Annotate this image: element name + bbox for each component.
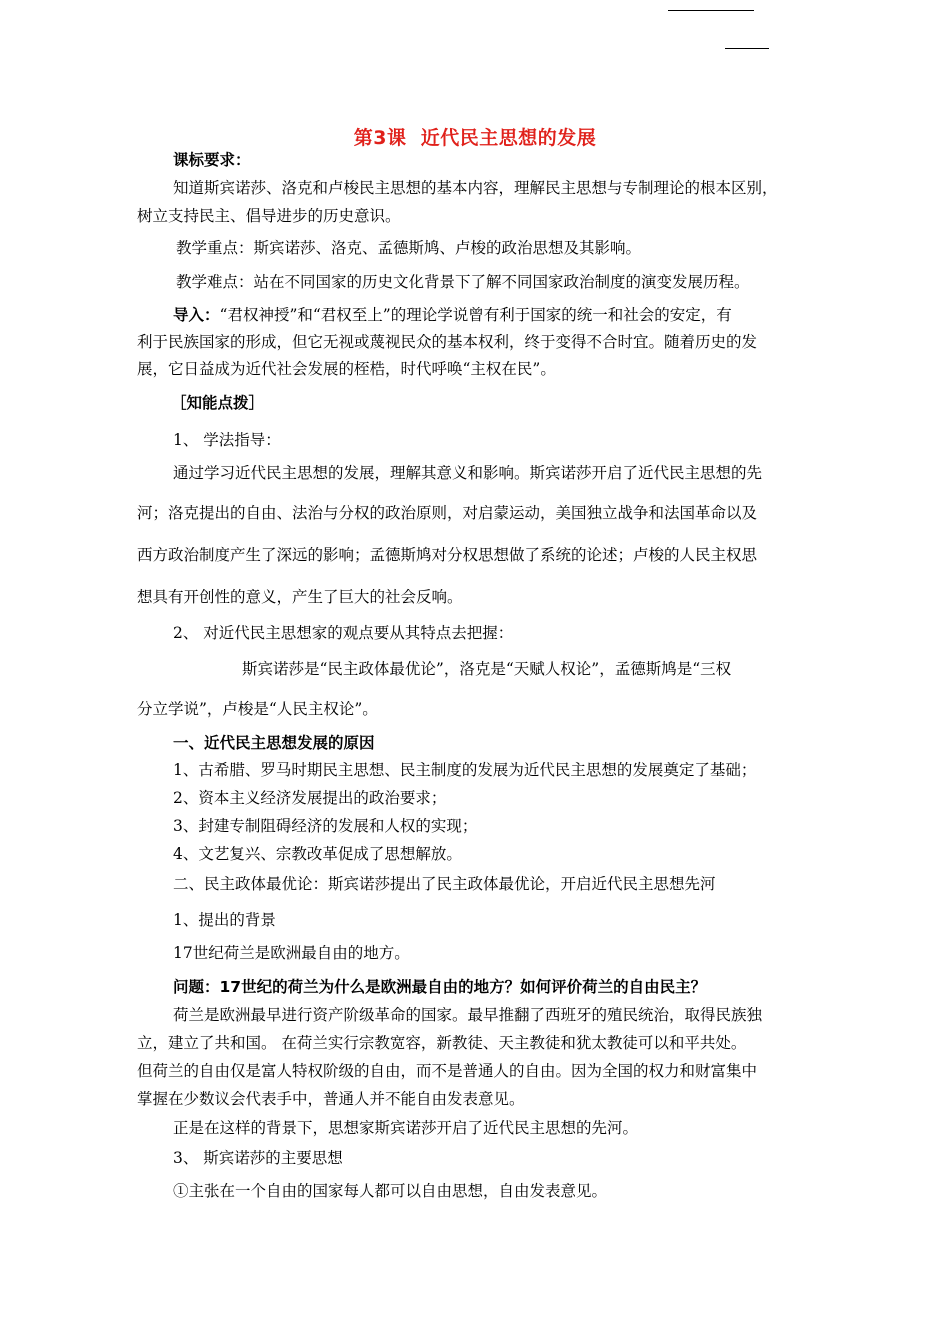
curriculum-line: 知道斯宾诺莎、洛克和卢梭民主思想的基本内容，理解民主思想与专制理论的根本区别， — [173, 179, 778, 197]
intro-label: 导入： — [173, 306, 220, 324]
difficulties: 教学难点：站在不同国家的历史文化背景下了解不同国家政治制度的演变发展历程。 — [176, 273, 750, 291]
knowledge-text: 河；洛克提出的自由、法治与分权的政治原则，对启蒙运动，美国独立战争和法国革命以及 — [137, 504, 758, 522]
header-rule-top — [668, 10, 754, 11]
answer-line: 立，建立了共和国。 在荷兰实行宗教宽容，新教徒、天主教徒和犹太教徒可以和平共处。 — [137, 1034, 747, 1052]
section2-subheading: 3、 斯宾诺莎的主要思想 — [173, 1149, 343, 1167]
knowledge-item-title: 1、 学法指导： — [173, 431, 281, 449]
list-item: 1、古希腊、罗马时期民主思想、民主制度的发展为近代民主思想的发展奠定了基础； — [173, 761, 757, 779]
point-item: ①主张在一个自由的国家每人都可以自由思想，自由发表意见。 — [173, 1182, 608, 1200]
intro-line: 展，它日益成为近代社会发展的桎梏，时代呼唤“主权在民”。 — [137, 360, 556, 378]
curriculum-heading: 课标要求： — [173, 151, 251, 169]
section2-text: 17世纪荷兰是欧洲最自由的地方。 — [173, 944, 410, 962]
list-item: 4、文艺复兴、宗教改革促成了思想解放。 — [173, 845, 462, 863]
key-points: 教学重点：斯宾诺莎、洛克、孟德斯鸠、卢梭的政治思想及其影响。 — [176, 239, 642, 257]
curriculum-line: 树立支持民主、倡导进步的历史意识。 — [137, 207, 401, 225]
knowledge-text: 西方政治制度产生了深远的影响；孟德斯鸠对分权思想做了系统的论述；卢梭的人民主权思 — [137, 546, 758, 564]
intro-line: 利于民族国家的形成，但它无视或蔑视民众的基本权利，终于变得不合时宜。随着历史的发 — [137, 333, 758, 351]
page-title: 第3课 近代民主思想的发展 — [353, 127, 597, 149]
knowledge-text: 分立学说”，卢梭是“人民主权论”。 — [137, 700, 378, 718]
knowledge-text: 想具有开创性的意义，产生了巨大的社会反响。 — [137, 588, 463, 606]
knowledge-text: 斯宾诺莎是“民主政体最优论”，洛克是“天赋人权论”，孟德斯鸠是“三权 — [242, 660, 732, 678]
intro-line — [173, 305, 732, 325]
section1-heading: 一、近代民主思想发展的原因 — [173, 734, 375, 752]
knowledge-item-title: 2、 对近代民主思想家的观点要从其特点去把握： — [173, 624, 514, 642]
question: 问题：17世纪的荷兰为什么是欧洲最自由的地方？如何评价荷兰的自由民主？ — [173, 978, 707, 996]
conclusion: 正是在这样的背景下，思想家斯宾诺莎开启了近代民主思想的先河。 — [173, 1119, 639, 1137]
list-item: 3、封建专制阻碍经济的发展和人权的实现； — [173, 817, 478, 835]
answer-line: 荷兰是欧洲最早进行资产阶级革命的国家。最早推翻了西班牙的殖民统治，取得民族独 — [173, 1006, 763, 1024]
answer-line: 但荷兰的自由仅是富人特权阶级的自由，而不是普通人的自由。因为全国的权力和财富集中 — [137, 1062, 758, 1080]
knowledge-text: 通过学习近代民主思想的发展，理解其意义和影响。斯宾诺莎开启了近代民主思想的先 — [173, 464, 763, 482]
knowledge-heading: ［知能点拨］ — [171, 394, 265, 412]
header-rule-bottom — [725, 48, 769, 49]
intro-text: “君权神授”和“君权至上”的理论学说曾有利于国家的统一和社会的安定，有 — [219, 306, 732, 324]
section2-heading: 二、民主政体最优论：斯宾诺莎提出了民主政体最优论，开启近代民主思想先河 — [173, 875, 716, 893]
list-item: 2、资本主义经济发展提出的政治要求； — [173, 789, 447, 807]
section2-subheading: 1、提出的背景 — [173, 911, 276, 929]
answer-line: 掌握在少数议会代表手中，普通人并不能自由发表意见。 — [137, 1090, 525, 1108]
